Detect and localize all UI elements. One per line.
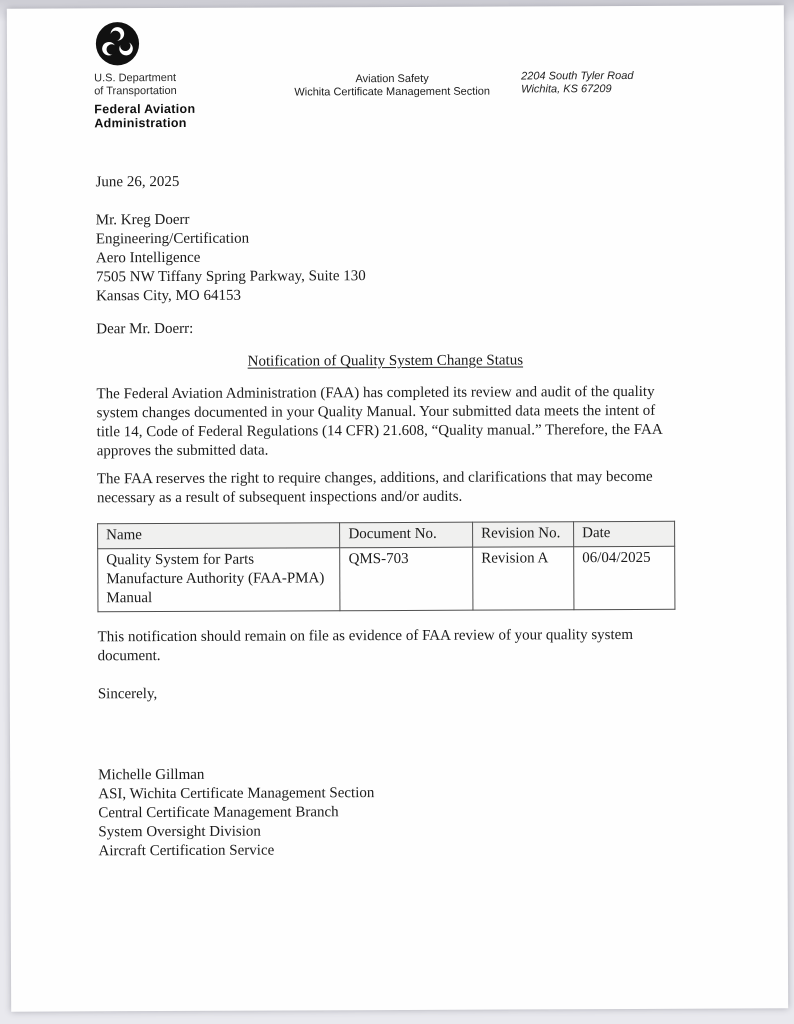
salutation: Dear Mr. Doerr: — [96, 320, 194, 338]
recipient-block — [96, 209, 674, 307]
office-line: Aviation Safety — [355, 72, 429, 86]
letter-body — [96, 171, 677, 862]
letterhead-office-block — [239, 72, 545, 99]
quality-document-table — [97, 521, 675, 613]
address-line: Wichita, KS 67209 — [521, 83, 612, 96]
body-paragraph: The FAA reserves the right to require changes, additions, and clarifications that may become necessary as a result of subsequent inspections and/or audits. — [96, 468, 653, 507]
address-line: 2204 South Tyler Road — [521, 69, 634, 83]
signature-block — [98, 764, 676, 862]
table-header-revision-no: Revision No. — [473, 522, 574, 547]
table-cell-name: Quality System for Parts Manufacture Authority (FAA-PMA) Manual — [98, 548, 341, 612]
office-line: Wichita Certificate Management Section — [294, 85, 491, 99]
dept-line: of Transportation — [94, 84, 177, 98]
letterhead-address-block — [521, 70, 633, 96]
table-header-row — [98, 521, 675, 549]
table-cell-date: 06/04/2025 — [574, 546, 675, 609]
body-paragraph: This notification should remain on file as evidence of FAA review of your quality system document. — [97, 626, 634, 665]
table-cell-revision-no: Revision A — [473, 547, 574, 610]
recipient-line: Mr. Kreg Doerr — [95, 211, 190, 229]
closing: Sincerely, — [97, 686, 158, 703]
body-paragraph: The Federal Aviation Administration (FAA) has completed its review and audit of the quality system changes documented in your Quality Manual. Your submitted data meets the intent of title 14, Code of Federal Regulations (14 CFR) 21.608, “Quality manual.” Therefore, the FAA approves the submitted data. — [96, 383, 662, 460]
recipient-line: Aero Intelligence — [95, 249, 201, 267]
table-row — [98, 546, 675, 612]
table-header-date: Date — [574, 521, 675, 546]
subject-line: Notification of Quality System Change Status — [247, 352, 524, 370]
signature-line: Michelle Gillman — [98, 766, 205, 784]
agency-name-line: Federal Aviation — [94, 101, 196, 117]
signature-line: ASI, Wichita Certificate Management Section — [98, 785, 375, 803]
table-header-name: Name — [98, 523, 340, 549]
agency-name-line: Administration — [94, 115, 187, 131]
signature-line: Central Certificate Management Branch — [98, 804, 339, 822]
signature-line: Aircraft Certification Service — [98, 842, 275, 860]
recipient-line: 7505 NW Tiffany Spring Parkway, Suite 130 — [95, 268, 366, 286]
date-line: June 26, 2025 — [95, 173, 180, 191]
dept-line: U.S. Department — [94, 71, 177, 85]
us-dot-logo-icon — [95, 21, 140, 66]
letter-page — [7, 5, 788, 1011]
signature-line: System Oversight Division — [98, 823, 261, 841]
table-header-document-no: Document No. — [340, 522, 473, 548]
recipient-line: Kansas City, MO 64153 — [96, 287, 241, 305]
recipient-line: Engineering/Certification — [95, 230, 250, 248]
table-cell-document-no: QMS-703 — [340, 547, 473, 611]
